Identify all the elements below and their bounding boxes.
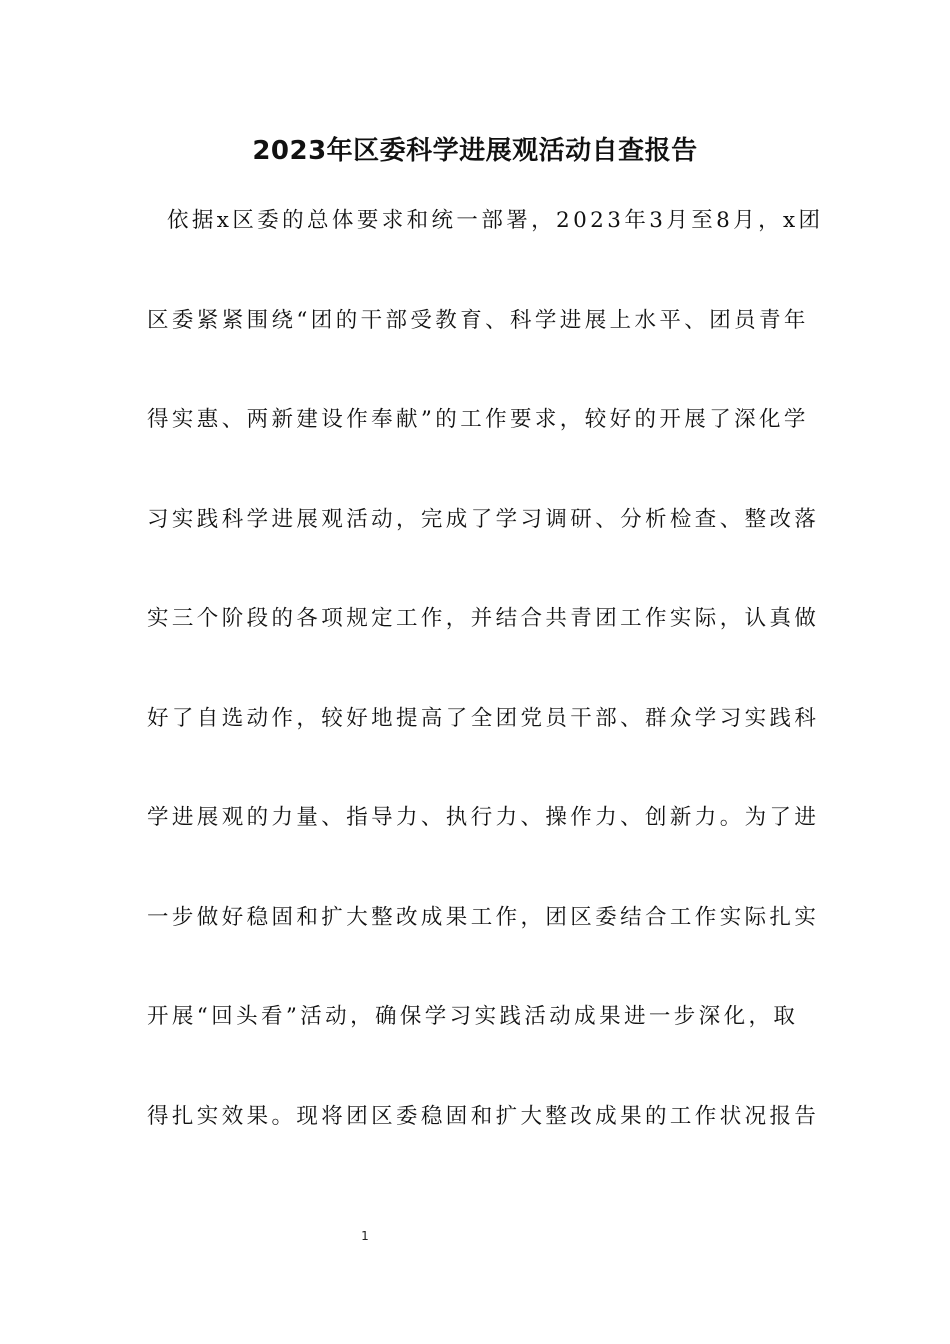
paragraph-line: 依据x区委的总体要求和统一部署，2023年3月至8月，x团 — [167, 208, 824, 233]
paragraph-line: 好了自选动作，较好地提高了全团党员干部、群众学习实践科 — [147, 705, 820, 731]
paragraph-line: 实三个阶段的各项规定工作，并结合共青团工作实际，认真做 — [147, 606, 820, 631]
paragraph-line: 一步做好稳固和扩大整改成果工作，团区委结合工作实际扎实 — [147, 904, 820, 930]
page-number: 1 — [361, 1229, 369, 1243]
document-title: 2023年区委科学进展观活动自查报告 — [252, 136, 698, 166]
paragraph-line: 区委紧紧围绕“团的干部受教育、科学进展上水平、团员青年 — [147, 307, 809, 333]
body-paragraph — [147, 201, 824, 1196]
paragraph-line: 学进展观的力量、指导力、执行力、操作力、创新力。为了进 — [147, 805, 820, 830]
paragraph-line: 得实惠、两新建设作奉献”的工作要求，较好的开展了深化学 — [147, 407, 809, 432]
paragraph-line: 开展“回头看”活动，确保学习实践活动成果进一步深化，取 — [147, 1004, 799, 1029]
paragraph-line: 得扎实效果。现将团区委稳固和扩大整改成果的工作状况报告 — [147, 1103, 820, 1129]
paragraph-line: 习实践科学进展观活动，完成了学习调研、分析检查、整改落 — [147, 506, 820, 532]
